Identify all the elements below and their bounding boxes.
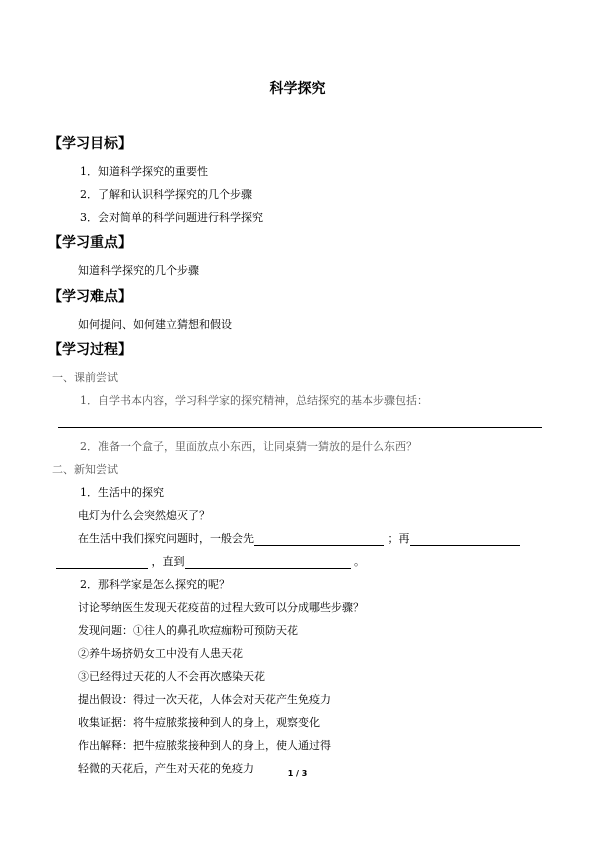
lamp-question: 电灯为什么会突然熄灭了？: [78, 509, 210, 522]
find-problem-2: ②养牛场挤奶女工中没有人患天花: [78, 647, 243, 660]
fill-text-b: ；再: [387, 532, 410, 545]
fill-blank-4[interactable]: [185, 556, 351, 569]
fill-text-c: ，直到: [151, 555, 185, 568]
key-points-heading: 【学习重点】: [48, 235, 132, 251]
fill-blank-2[interactable]: [410, 533, 520, 546]
process-heading: 【学习过程】: [48, 342, 132, 358]
objective-item-3: 3．会对简单的科学问题进行科学探究: [80, 211, 263, 224]
part2-item-1: 1．生活中的探究: [80, 486, 164, 499]
objectives-heading: 【学习目标】: [48, 136, 132, 152]
part1-label: 一、课前尝试: [52, 371, 118, 384]
objective-item-2: 2．了解和认识科学探究的几个步骤: [80, 188, 252, 201]
part1-question-1: 1．自学书本内容，学习科学家的探究精神，总结探究的基本步骤包括：: [80, 394, 428, 407]
difficulties-heading: 【学习难点】: [48, 289, 132, 305]
find-problem-1: 发现问题：①往人的鼻孔吹痘痂粉可预防天花: [78, 624, 298, 637]
objective-item-1: 1．知道科学探究的重要性: [80, 165, 208, 178]
fill-in-line-1: [78, 530, 520, 546]
evidence-text: 收集证据：将牛痘脓浆接种到人的身上，观察变化: [78, 716, 320, 729]
page-title: 科学探究: [269, 81, 326, 97]
part1-question-2: 2．准备一个盒子，里面放点小东西，让同桌猜一猜放的是什么东西？: [80, 440, 417, 453]
key-points-text: 知道科学探究的几个步骤: [78, 264, 199, 277]
part2-label: 二、新知尝试: [52, 463, 118, 476]
fill-blank-1[interactable]: [254, 533, 384, 546]
difficulties-text: 如何提问、如何建立猜想和假设: [78, 318, 232, 331]
page-number: 1 / 3: [287, 769, 308, 778]
fill-blank-3[interactable]: [56, 556, 148, 569]
discussion-prompt: 讨论琴纳医生发现天花疫苗的过程大致可以分成哪些步骤？: [78, 601, 364, 614]
answer-line[interactable]: [58, 427, 542, 428]
fill-text-a: 在生活中我们探究问题时，一般会先: [78, 532, 254, 545]
hypothesis-text: 提出假设：得过一次天花，人体会对天花产生免疫力: [78, 693, 331, 706]
find-problem-3: ③已经得过天花的人不会再次感染天花: [78, 670, 265, 683]
explanation-text-1: 作出解释：把牛痘脓浆接种到人的身上，使人通过得: [78, 739, 331, 752]
fill-in-line-2: [56, 553, 365, 569]
part2-item-2: 2．那科学家是怎么探究的呢？: [80, 578, 230, 591]
explanation-text-2: 轻微的天花后，产生对天花的免疫力: [78, 762, 254, 775]
fill-text-d: 。: [354, 555, 365, 568]
